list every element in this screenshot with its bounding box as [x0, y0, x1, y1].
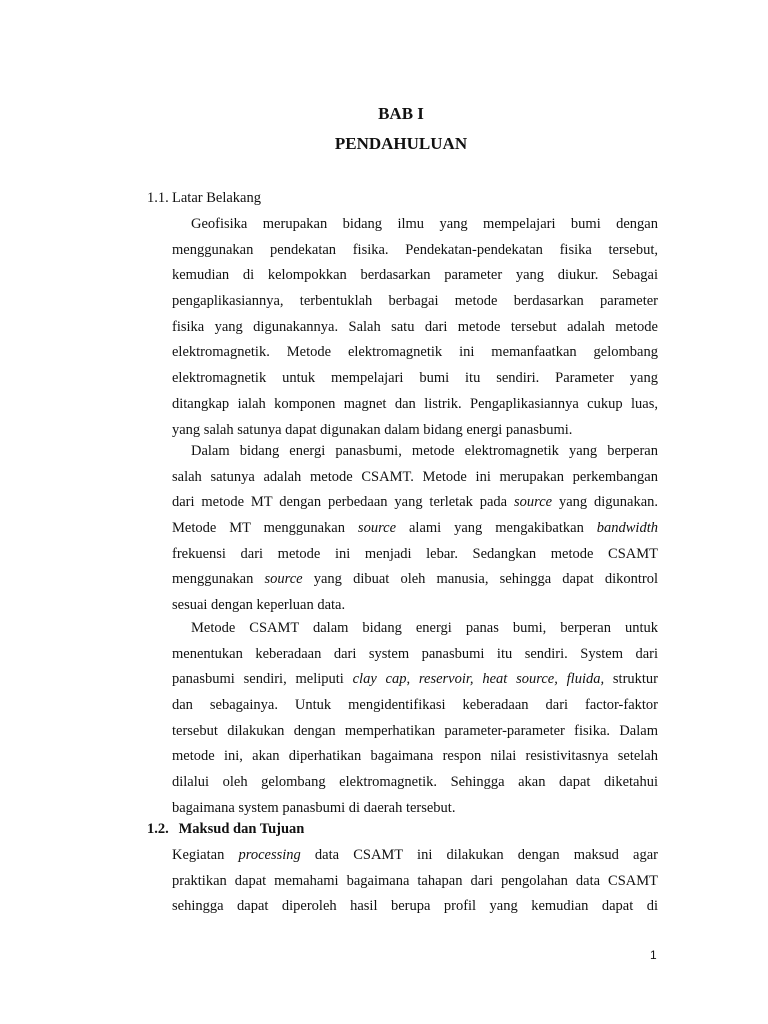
italic-term: bandwidth	[596, 520, 658, 537]
italic-term: source	[513, 494, 553, 511]
italic-term: source	[357, 520, 397, 537]
text-line: menggunakan pendekatan fisika. Pendekatan-pendekatan fisika tersebut,	[172, 241, 658, 258]
text-line: sesuai dengan keperluan data.	[172, 597, 346, 614]
italic-term: reservoir, heat source, fluida,	[418, 671, 605, 688]
italic-term: clay cap	[352, 671, 407, 688]
text-line: elektromagnetik untuk mempelajari bumi itu sendiri. Parameter yang	[172, 370, 658, 387]
section-heading-1-1	[147, 190, 261, 207]
text-line: Metode CSAMT dalam bidang energi panas bumi, berperan untuk	[191, 620, 658, 636]
section-number: 1.2.	[147, 821, 169, 837]
text-line: menggunakan source yang dibuat oleh manusia, sehingga dapat dikontrol	[172, 571, 658, 588]
page-number: 1	[650, 948, 657, 962]
text-line: elektromagnetik. Metode elektromagnetik ini memanfaatkan gelombang	[172, 344, 658, 361]
text-line: tersebut dilakukan dengan memperhatikan parameter-parameter fisika. Dalam	[172, 722, 658, 739]
chapter-title: PENDAHULUAN	[334, 134, 468, 153]
text-line: sehingga dapat diperoleh hasil berupa profil yang kemudian dapat di	[172, 898, 658, 915]
text-line: Geofisika merupakan bidang ilmu yang mempelajari bumi dengan	[191, 216, 658, 232]
text-line: salah satunya adalah metode CSAMT. Metode ini merupakan perkembangan	[172, 468, 658, 485]
italic-term: processing	[238, 847, 301, 863]
section-title: Latar Belakang	[172, 190, 261, 206]
paragraph	[172, 843, 658, 920]
paragraph	[172, 212, 658, 443]
chapter-label: BAB I	[378, 104, 424, 123]
text-line: dilalui oleh gelombang elektromagnetik. Sehingga akan dapat diketahui	[172, 774, 658, 791]
text-line: yang salah satunya dapat digunakan dalam bidang energi panasbumi.	[172, 421, 573, 438]
text-line: kemudian di kelompokkan berdasarkan parameter yang diukur. Sebagai	[172, 267, 658, 284]
text-line: praktikan dapat memahami bagaimana tahapan dari pengolahan data CSAMT	[172, 872, 658, 889]
text-line: fisika yang digunakannya. Salah satu dari metode tersebut adalah metode	[172, 318, 658, 335]
section-heading-1-2	[147, 821, 304, 838]
text-line: metode ini, akan diperhatikan bagaimana respon nilai resistivitasnya setelah	[172, 748, 658, 765]
text-line: frekuensi dari metode ini menjadi lebar. Sedangkan metode CSAMT	[172, 545, 658, 562]
italic-term: source	[264, 571, 303, 588]
paragraph	[172, 439, 658, 619]
section-title: Maksud dan Tujuan	[178, 821, 305, 837]
text-line: Kegiatan processing data CSAMT ini dilakukan dengan maksud agar	[172, 847, 658, 863]
section-number: 1.1.	[147, 190, 169, 206]
text-line: ditangkap ialah komponen magnet dan listrik. Pengaplikasiannya cukup luas,	[172, 395, 658, 412]
text-line: Metode MT menggunakan source alami yang mengakibatkan bandwidth	[172, 520, 658, 537]
text-line: bagaimana system panasbumi di daerah tersebut.	[172, 799, 456, 816]
text-line: dan sebagainya. Untuk mengidentifikasi keberadaan dari factor-faktor	[172, 697, 658, 714]
text-line: dari metode MT dengan perbedaan yang terletak pada source yang digunakan.	[172, 494, 658, 511]
text-line: pengaplikasiannya, terbentuklah berbagai metode berdasarkan parameter	[172, 293, 658, 310]
text-line: panasbumi sendiri, meliputi clay cap, reservoir, heat source, fluida, struktur	[172, 671, 659, 688]
paragraph	[172, 616, 658, 822]
text-line: menentukan keberadaan dari system panasbumi itu sendiri. System dari	[172, 645, 658, 662]
text-line: Dalam bidang energi panasbumi, metode elektromagnetik yang berperan	[191, 443, 658, 459]
